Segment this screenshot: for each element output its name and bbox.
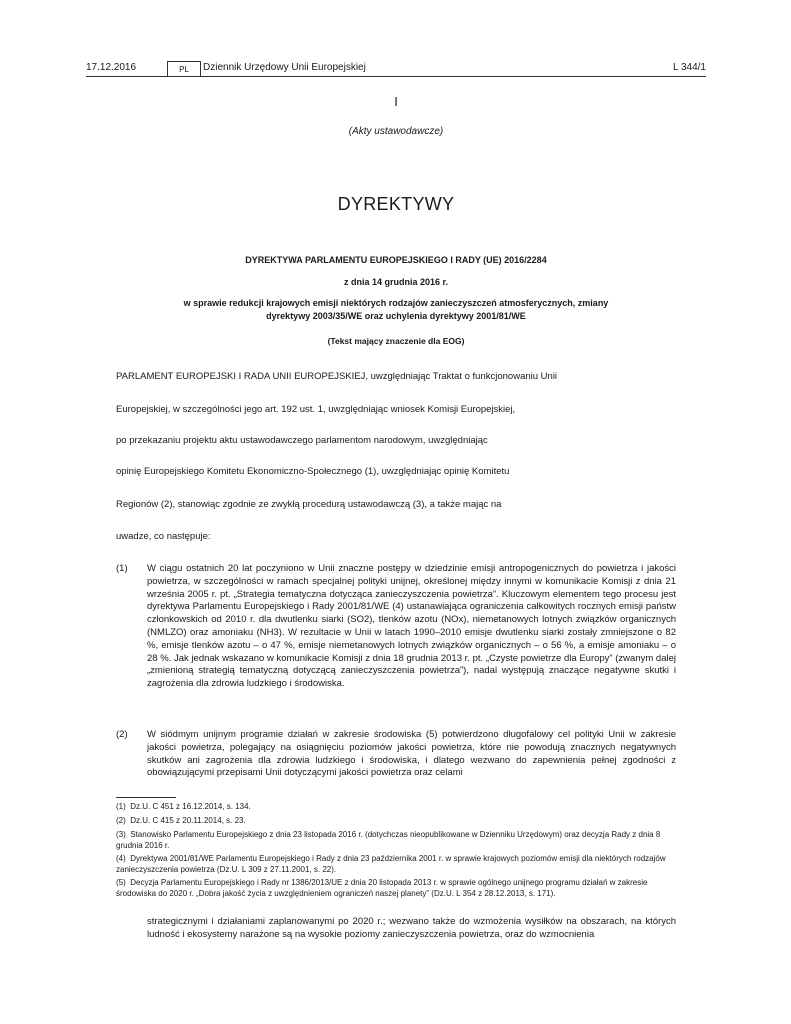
acts-heading: (Akty ustawodawcze): [348, 126, 444, 137]
eea-relevance: (Tekst mający znaczenie dla EOG): [327, 336, 465, 346]
directive-subject-line-1: w sprawie redukcji krajowych emisji niektórych rodzajów zanieczyszczeń atmosferycznych, zmiany: [183, 298, 609, 308]
language-badge: PL: [167, 61, 201, 76]
recital-text: W siódmym unijnym programie działań w zakresie środowiska (5) potwierdzono długofalowy cel polityki Unii w zakresie jakości powietrza, polegający na osiągnięciu poziomów jakości powietrza, które nie powodują znacznych negatywnych skutków ani zagrożenia dla zdrowia ludzkiego i środowiska, i dlatego wezwano do zapewnienia pełnej zgodności z obowiązującymi przepisami Unii dotyczącymi jakości powietrza oraz celami: [147, 729, 676, 779]
recital-continuation: strategicznymi i działaniami zaplanowanymi po 2020 r.; wezwano także do wzmożenia wysiłków na obszarach, na których ludność i ekosystemy narażone są na wysokie poziomy zanieczyszczenia powietrza, oraz do wzmocnienia: [147, 916, 676, 940]
preamble-line: po przekazaniu projektu aktu ustawodawczego parlamentom narodowym, uwzględniając: [116, 435, 488, 446]
footnote: (3) Stanowisko Parlamentu Europejskiego z dnia 23 listopada 2016 r. (dotychczas nieopublikowane w Dzienniku Urzędowym) oraz decyzja Rady z dnia 8 grudnia 2016 r.: [116, 830, 661, 850]
footnote: (1) Dz.U. C 451 z 16.12.2014, s. 134.: [116, 802, 251, 811]
preamble-line: PARLAMENT EUROPEJSKI I RADA UNII EUROPEJSKIEJ, uwzględniając Traktat o funkcjonowaniu Unii: [116, 371, 558, 382]
page-reference: L 344/1: [673, 62, 706, 73]
recital-number: (2): [116, 729, 128, 740]
preamble-line: uwadze, co następuje:: [116, 531, 211, 542]
section-heading: DYREKTYWY: [337, 194, 455, 214]
recital-text: W ciągu ostatnich 20 lat poczyniono w Unii znaczne postępy w dziedzinie emisji antropogenicznych do powietrza i jakości powietrza, w szczególności w ramach specjalnej polityki unijnej, określonej między innymi w komunikacie Komisji z dnia 21 września 2005 r. pt. „Strategia tematyczna dotycząca zanieczyszczenia powietrza”. Kluczowym elementem tego procesu jest dyrektywa Parlamentu Europejskiego i Rady 2001/81/WE (4) ustanawiająca ograniczenia całkowitych rocznych emisji państw członkowskich od 2010 r. dla dwutlenku siarki (SO2), tlenków azotu (NOx), niemetanowych lotnych związków organicznych (NMLZO) oraz amoniaku (NH3). W rezultacie w Unii w latach 1990–2010 emisje dwutlenku siarki zostały zmniejszone o 82 %, emisje tlenków azotu – o 47 %, emisje niemetanowych lotnych związków organicznych – o 56 %, a emisje amoniaku – o 28 %. Jak jednak wskazano w komunikacie Komisji z dnia 18 grudnia 2013 r. pt. „Czyste powietrze dla Europy” (zwanym dalej „zmienioną strategią tematyczną dotyczącą zanieczyszczenia powietrza”), nadal występują znaczące negatywne skutki i zagrożenia dla zdrowia ludzkiego i środowiska.: [147, 563, 676, 690]
directive-title: DYREKTYWA PARLAMENTU EUROPEJSKIEGO I RADY (UE) 2016/2284: [245, 255, 547, 265]
preamble-line: Europejskiej, w szczególności jego art. 192 ust. 1, uwzględniając wniosek Komisji Europejskiej,: [116, 404, 516, 415]
footnote: (5) Decyzja Parlamentu Europejskiego i Rady nr 1386/2013/UE z dnia 20 listopada 2013 r. w sprawie ogólnego unijnego programu działań w zakresie środowiska do 2020 r. „Dobra jakość życia z uwzględnieniem ograniczeń naszej planety” (Dz.U. L 354 z 28.12.2013, s. 171).: [116, 878, 648, 898]
footnote: (2) Dz.U. C 415 z 20.11.2014, s. 23.: [116, 816, 246, 825]
recital-number: (1): [116, 563, 128, 574]
preamble-line: Regionów (2), stanowiąc zgodnie ze zwykłą procedurą ustawodawczą (3), a także mając na: [116, 499, 502, 510]
footnote-rule: [116, 797, 176, 798]
directive-date: z dnia 14 grudnia 2016 r.: [343, 277, 449, 287]
directive-subject-line-2: dyrektywy 2003/35/WE oraz uchylenia dyrektywy 2001/81/WE: [266, 311, 526, 321]
journal-title: Dziennik Urzędowy Unii Europejskiej: [203, 62, 366, 73]
footnote: (4) Dyrektywa 2001/81/WE Parlamentu Europejskiego i Rady z dnia 23 października 2001 r. w sprawie krajowych poziomów emisji dla niektórych rodzajów zanieczyszczenia powietrza (Dz.U. L 309 z 27.11.2001, s. 22).: [116, 854, 666, 874]
preamble-line: opinię Europejskiego Komitetu Ekonomiczno-Społecznego (1), uwzględniając opinię Komitetu: [116, 466, 510, 477]
part-numeral: I: [394, 94, 398, 109]
header-date: 17.12.2016: [86, 62, 137, 73]
header-rule: [86, 76, 706, 77]
